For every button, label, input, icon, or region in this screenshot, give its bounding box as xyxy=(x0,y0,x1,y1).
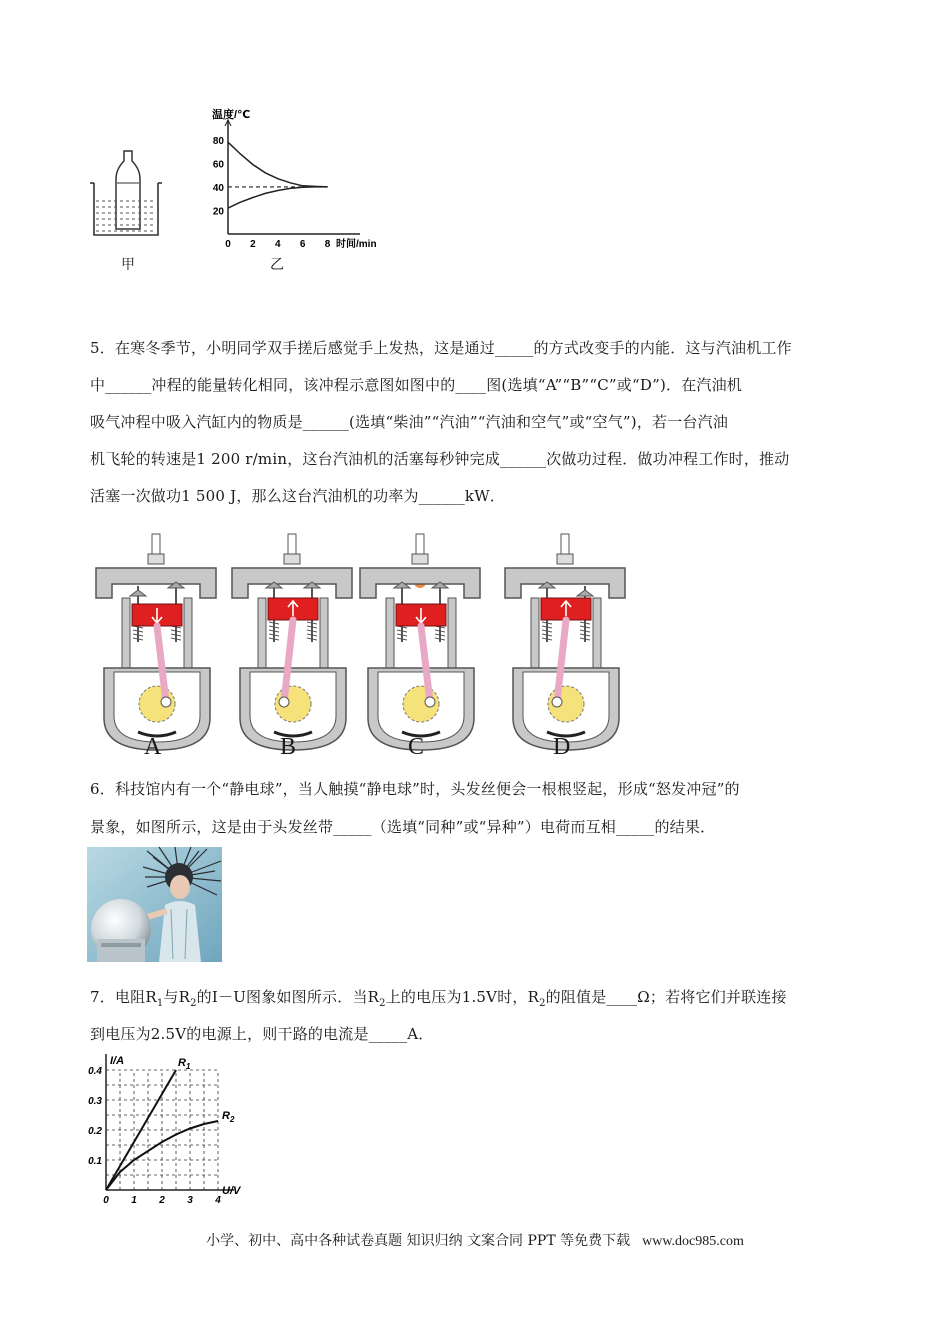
q5-line-5: 活塞一次做功1 500 J，那么这台汽油机的功率为______kW． xyxy=(90,487,506,505)
cylinder-wall-right xyxy=(184,598,192,668)
cylinder-head xyxy=(505,568,625,598)
temperature-chart-label: 乙 xyxy=(270,257,284,273)
iu-chart xyxy=(84,1050,259,1205)
y-tick-label: 0.2 xyxy=(88,1126,102,1137)
q5-line-4: 机飞轮的转速是1 200 r/min，这台汽油机的活塞每秒钟完成______次做功过程．做功冲程工作时，推动 xyxy=(90,450,790,468)
y-tick-label: 60 xyxy=(212,159,224,171)
x-tick-label: 4 xyxy=(274,239,281,250)
cylinder-head xyxy=(360,568,480,598)
engine-a xyxy=(88,532,228,762)
cylinder-wall-left xyxy=(531,598,539,668)
q5-line-1: 5．在寒冬季节，小明同学双手搓后感觉手上发热，这是通过_____的方式改变手的内能．这与汽油机工作 xyxy=(90,339,792,357)
beaker-figure xyxy=(88,145,168,245)
x-tick-label: 2 xyxy=(159,1195,165,1206)
valve-head xyxy=(130,590,146,596)
q6-line-1: 6．科技馆内有一个“静电球”，当人触摸“静电球”时，头发丝便会一根根竖起，形成“怒发冲冠”的 xyxy=(90,780,740,798)
cylinder-wall-left xyxy=(386,598,394,668)
series-line-2 xyxy=(228,187,328,208)
y-tick-label: 0.3 xyxy=(88,1096,102,1107)
cylinder-wall-right xyxy=(320,598,328,668)
q7-line-2: 到电压为2.5V的电源上，则干路的电流是_____A． xyxy=(90,1025,434,1043)
y-tick-label: 0.4 xyxy=(88,1066,102,1077)
x-tick-label: 1 xyxy=(131,1195,137,1206)
cylinder-wall-right xyxy=(448,598,456,668)
x-axis-label: 时间/min xyxy=(336,239,377,250)
footer-url: www.doc985.com xyxy=(642,1234,744,1249)
x-tick-label: 3 xyxy=(187,1195,193,1206)
beaker-label: 甲 xyxy=(121,257,135,273)
x-tick-label: 4 xyxy=(215,1195,221,1206)
engine-b xyxy=(224,532,364,762)
spark-plug xyxy=(152,534,160,554)
series-line-r2 xyxy=(106,1121,218,1190)
engine-c xyxy=(352,532,492,762)
cylinder-head xyxy=(96,568,216,598)
y-axis-label: 温度/℃ xyxy=(212,109,251,121)
series-label-r2: $R_2$ xyxy=(222,1110,235,1124)
temperature-chart xyxy=(206,109,386,250)
engine-label-c: C xyxy=(408,734,425,760)
y-tick-label: 40 xyxy=(212,182,224,194)
y-tick-label: 20 xyxy=(212,206,224,218)
engine-label-d: D xyxy=(553,734,571,760)
q7-line-1: 7．电阻$R_1$与$R_2$的I－U图象如图所示．当$R_2$上的电压为1.5V时，$R_2$的阻值是____Ω；若将它们并联连接 xyxy=(90,988,787,1009)
series-line-1 xyxy=(228,142,328,187)
q5-line-3: 吸气冲程中吸入汽缸内的物质是______(选填“柴油”“汽油”“汽油和空气”或“空气”)，若一台汽油 xyxy=(90,413,729,431)
static-ball-photo xyxy=(87,847,222,962)
x-tick-label: 6 xyxy=(299,239,306,250)
x-tick-label: 2 xyxy=(250,239,256,250)
engine-d xyxy=(497,532,637,762)
x-tick-label: 0 xyxy=(225,239,231,250)
q5-line-2: 中______冲程的能量转化相同，该冲程示意图如图中的____图(选填“A”“B”“C”或“D”)．在汽油机 xyxy=(90,376,743,394)
x-tick-label: 8 xyxy=(324,239,331,250)
engine-label-a: A xyxy=(144,734,162,760)
spark-plug xyxy=(288,534,296,554)
y-axis-label: I/A xyxy=(110,1055,125,1067)
y-tick-label: 80 xyxy=(212,135,224,147)
spark-plug xyxy=(561,534,569,554)
cylinder-wall-left xyxy=(122,598,130,668)
cylinder-wall-left xyxy=(258,598,266,668)
footer xyxy=(0,1230,950,1250)
series-line-r1 xyxy=(106,1070,176,1190)
cylinder-wall-right xyxy=(593,598,601,668)
cylinder-head xyxy=(232,568,352,598)
valve-head xyxy=(577,590,593,596)
y-tick-label: 0.1 xyxy=(88,1156,102,1167)
engine-label-b: B xyxy=(280,734,297,760)
x-axis-label: U/V xyxy=(222,1185,241,1197)
footer-text: 小学、初中、高中各种试卷真题 知识归纳 文案合同 PPT 等免费下载 xyxy=(206,1233,631,1249)
q6-line-2: 景象，如图所示，这是由于头发丝带_____（选填“同种”或“异种”）电荷而互相_____的结果． xyxy=(90,818,716,836)
spark-plug xyxy=(416,534,424,554)
series-label-r1: $R_1$ xyxy=(178,1057,191,1071)
x-tick-label: 0 xyxy=(103,1195,109,1206)
